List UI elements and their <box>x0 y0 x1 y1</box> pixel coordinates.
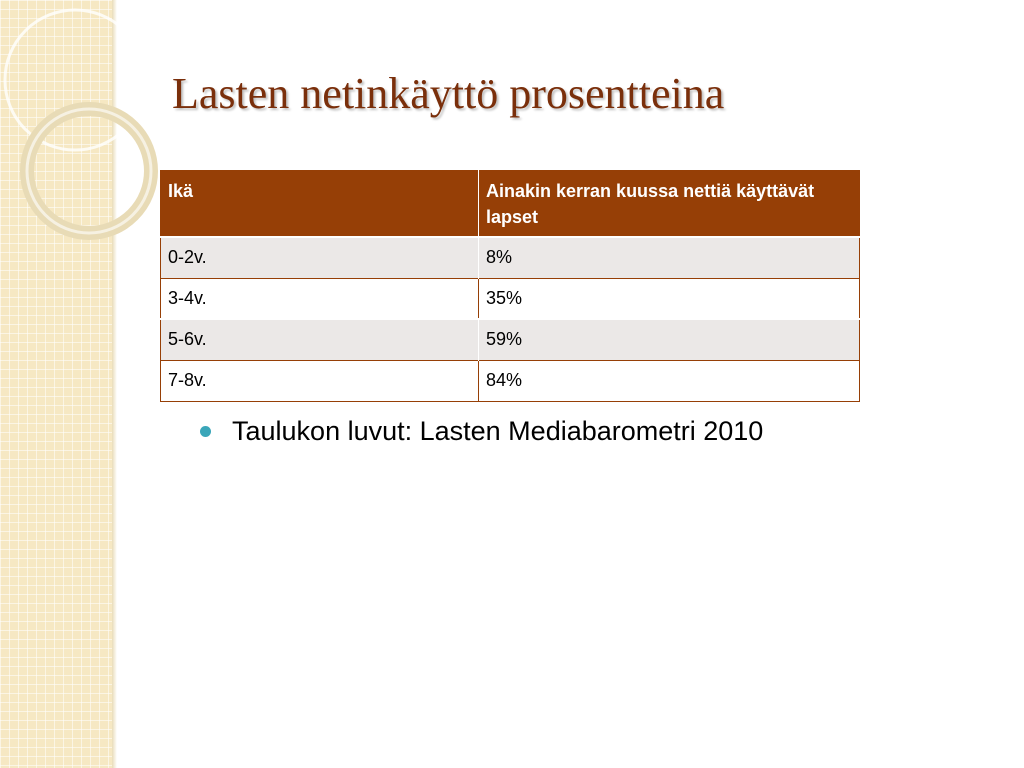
table-header-row <box>161 171 860 238</box>
cell-usage: 35% <box>479 278 860 319</box>
data-table <box>160 170 860 402</box>
cell-age: 5-6v. <box>161 319 479 360</box>
table-row <box>161 237 860 278</box>
bullet-text: Taulukon luvut: Lasten Mediabarometri 2010 <box>232 416 764 446</box>
decorative-circle-highlight <box>27 109 151 233</box>
table-row <box>161 278 860 319</box>
bullet-list <box>200 416 763 447</box>
header-age: Ikä <box>161 171 479 238</box>
header-usage: Ainakin kerran kuussa nettiä käyttävät lapset <box>479 171 860 238</box>
cell-usage: 8% <box>479 237 860 278</box>
decorative-circles <box>0 0 160 260</box>
cell-age: 7-8v. <box>161 360 479 401</box>
table-row <box>161 319 860 360</box>
cell-usage: 84% <box>479 360 860 401</box>
bullet-dot-icon <box>200 426 211 437</box>
bullet-item <box>200 416 763 447</box>
slide-title: Lasten netinkäyttö prosentteina <box>172 69 725 118</box>
cell-age: 3-4v. <box>161 278 479 319</box>
decorative-circle-outer <box>5 10 145 150</box>
cell-age: 0-2v. <box>161 237 479 278</box>
table-row <box>161 360 860 401</box>
cell-usage: 59% <box>479 319 860 360</box>
